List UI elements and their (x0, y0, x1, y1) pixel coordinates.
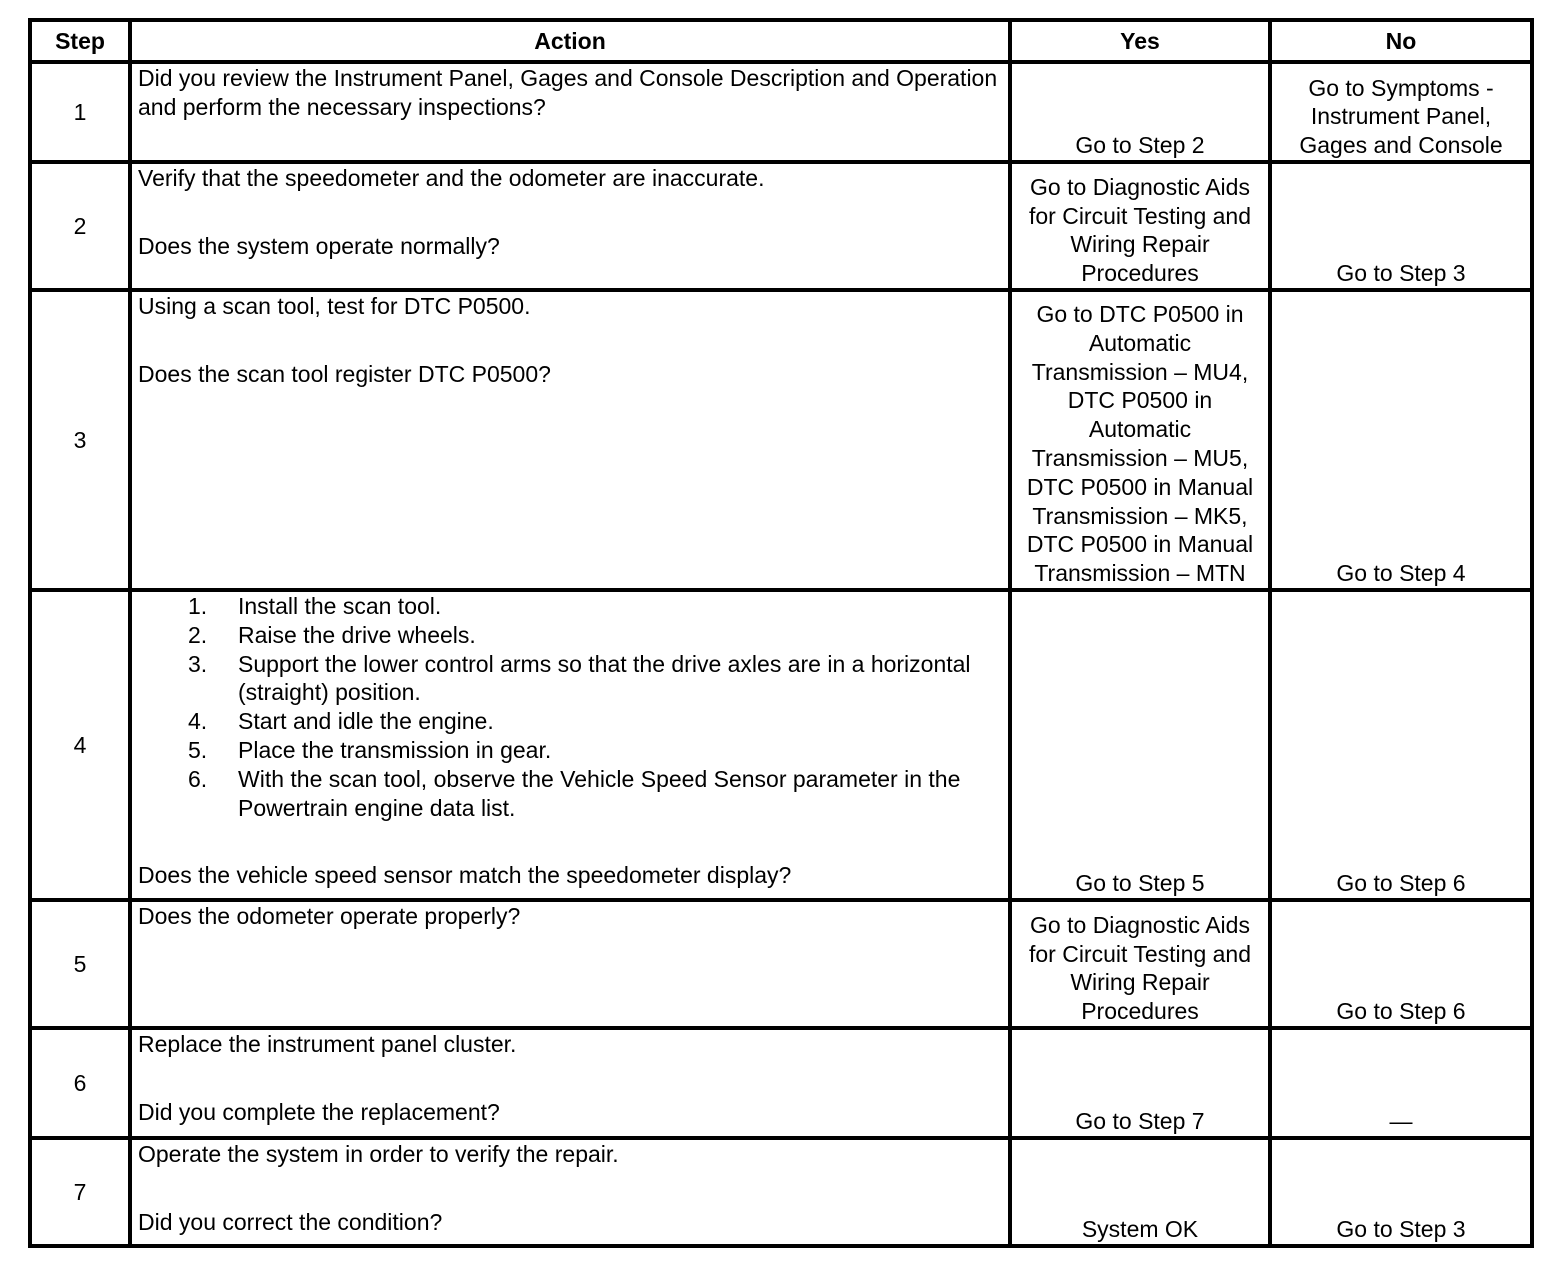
action-question: Does the scan tool register DTC P0500? (138, 360, 551, 387)
header-row (30, 20, 1532, 62)
no-cell: Go to Step 6 (1270, 900, 1532, 1028)
table-row (30, 1138, 1532, 1246)
action-cell (130, 1138, 1010, 1246)
action-text: Using a scan tool, test for DTC P0500. (138, 293, 531, 319)
list-item-number: 6. (188, 765, 208, 792)
step-number: 1 (30, 62, 130, 162)
yes-cell: Go to Diagnostic Aids for Circuit Testing and Wiring Repair Procedures (1010, 900, 1270, 1028)
step-number: 2 (30, 162, 130, 290)
list-item-number: 3. (188, 650, 208, 677)
no-cell: Go to Step 3 (1270, 162, 1532, 290)
list-item (138, 592, 1002, 621)
action-cell (130, 162, 1010, 290)
table-row (30, 62, 1532, 162)
list-item-text: Raise the drive wheels. (238, 621, 476, 648)
procedure-list (138, 592, 1002, 822)
action-cell (130, 900, 1010, 1028)
action-cell (130, 290, 1010, 590)
action-cell (130, 590, 1010, 900)
header-no: No (1270, 20, 1532, 62)
list-item-number: 4. (188, 708, 208, 735)
no-cell: Go to Symptoms - Instrument Panel, Gages and Console (1270, 62, 1532, 162)
step-number: 7 (30, 1138, 130, 1246)
diagnostic-steps-table (28, 18, 1534, 1248)
list-item (138, 650, 1002, 708)
list-item-number: 1. (188, 593, 208, 619)
list-item-text: With the scan tool, observe the Vehicle Speed Sensor parameter in the Powertrain engine data list. (238, 765, 961, 821)
list-item-text: Start and idle the engine. (238, 708, 494, 735)
list-item-text: Place the transmission in gear. (238, 736, 552, 763)
action-text: Replace the instrument panel cluster. (138, 1031, 517, 1057)
header-action: Action (130, 20, 1010, 62)
action-cell (130, 62, 1010, 162)
table-row (30, 162, 1532, 290)
action-cell (130, 1028, 1010, 1138)
list-item-number: 2. (188, 621, 208, 648)
step-number: 3 (30, 290, 130, 590)
action-text: Verify that the speedometer and the odometer are inaccurate. (138, 165, 765, 191)
header-step: Step (30, 20, 130, 62)
action-question: Does the vehicle speed sensor match the speedometer display? (138, 862, 792, 889)
yes-cell: Go to Diagnostic Aids for Circuit Testing and Wiring Repair Procedures (1010, 162, 1270, 290)
list-item (138, 765, 1002, 823)
action-text: Does the odometer operate properly? (138, 903, 521, 929)
list-item (138, 707, 1002, 736)
header-yes: Yes (1010, 20, 1270, 62)
yes-cell: Go to Step 7 (1010, 1028, 1270, 1138)
list-item-text: Support the lower control arms so that the drive axles are in a horizontal (straight) position. (238, 650, 971, 706)
no-cell: — (1270, 1028, 1532, 1138)
list-item-number: 5. (188, 736, 208, 763)
step-number: 6 (30, 1028, 130, 1138)
action-question: Did you correct the condition? (138, 1208, 443, 1235)
action-question: Did you complete the replacement? (138, 1098, 500, 1125)
yes-cell: Go to Step 2 (1010, 62, 1270, 162)
action-text: Did you review the Instrument Panel, Gages and Console Description and Operation and perform the necessary inspections? (138, 65, 998, 120)
diagnostic-table-container (28, 18, 1530, 1248)
list-item (138, 621, 1002, 650)
no-cell: Go to Step 3 (1270, 1138, 1532, 1246)
step-number: 5 (30, 900, 130, 1028)
list-item-text: Install the scan tool. (238, 593, 442, 619)
yes-cell: System OK (1010, 1138, 1270, 1246)
no-cell: Go to Step 6 (1270, 590, 1532, 900)
action-text: Operate the system in order to verify the repair. (138, 1141, 619, 1167)
table-row (30, 1028, 1532, 1138)
no-cell: Go to Step 4 (1270, 290, 1532, 590)
table-row (30, 590, 1532, 900)
list-item (138, 736, 1002, 765)
action-question: Does the system operate normally? (138, 232, 500, 259)
step-number: 4 (30, 590, 130, 900)
table-row (30, 900, 1532, 1028)
yes-cell: Go to DTC P0500 in Automatic Transmission – MU4, DTC P0500 in Automatic Transmission – MU5, DTC P0500 in Manual Transmission – MK5, DTC P0500 in Manual Transmission – MTN (1010, 290, 1270, 590)
table-row (30, 290, 1532, 590)
yes-cell: Go to Step 5 (1010, 590, 1270, 900)
